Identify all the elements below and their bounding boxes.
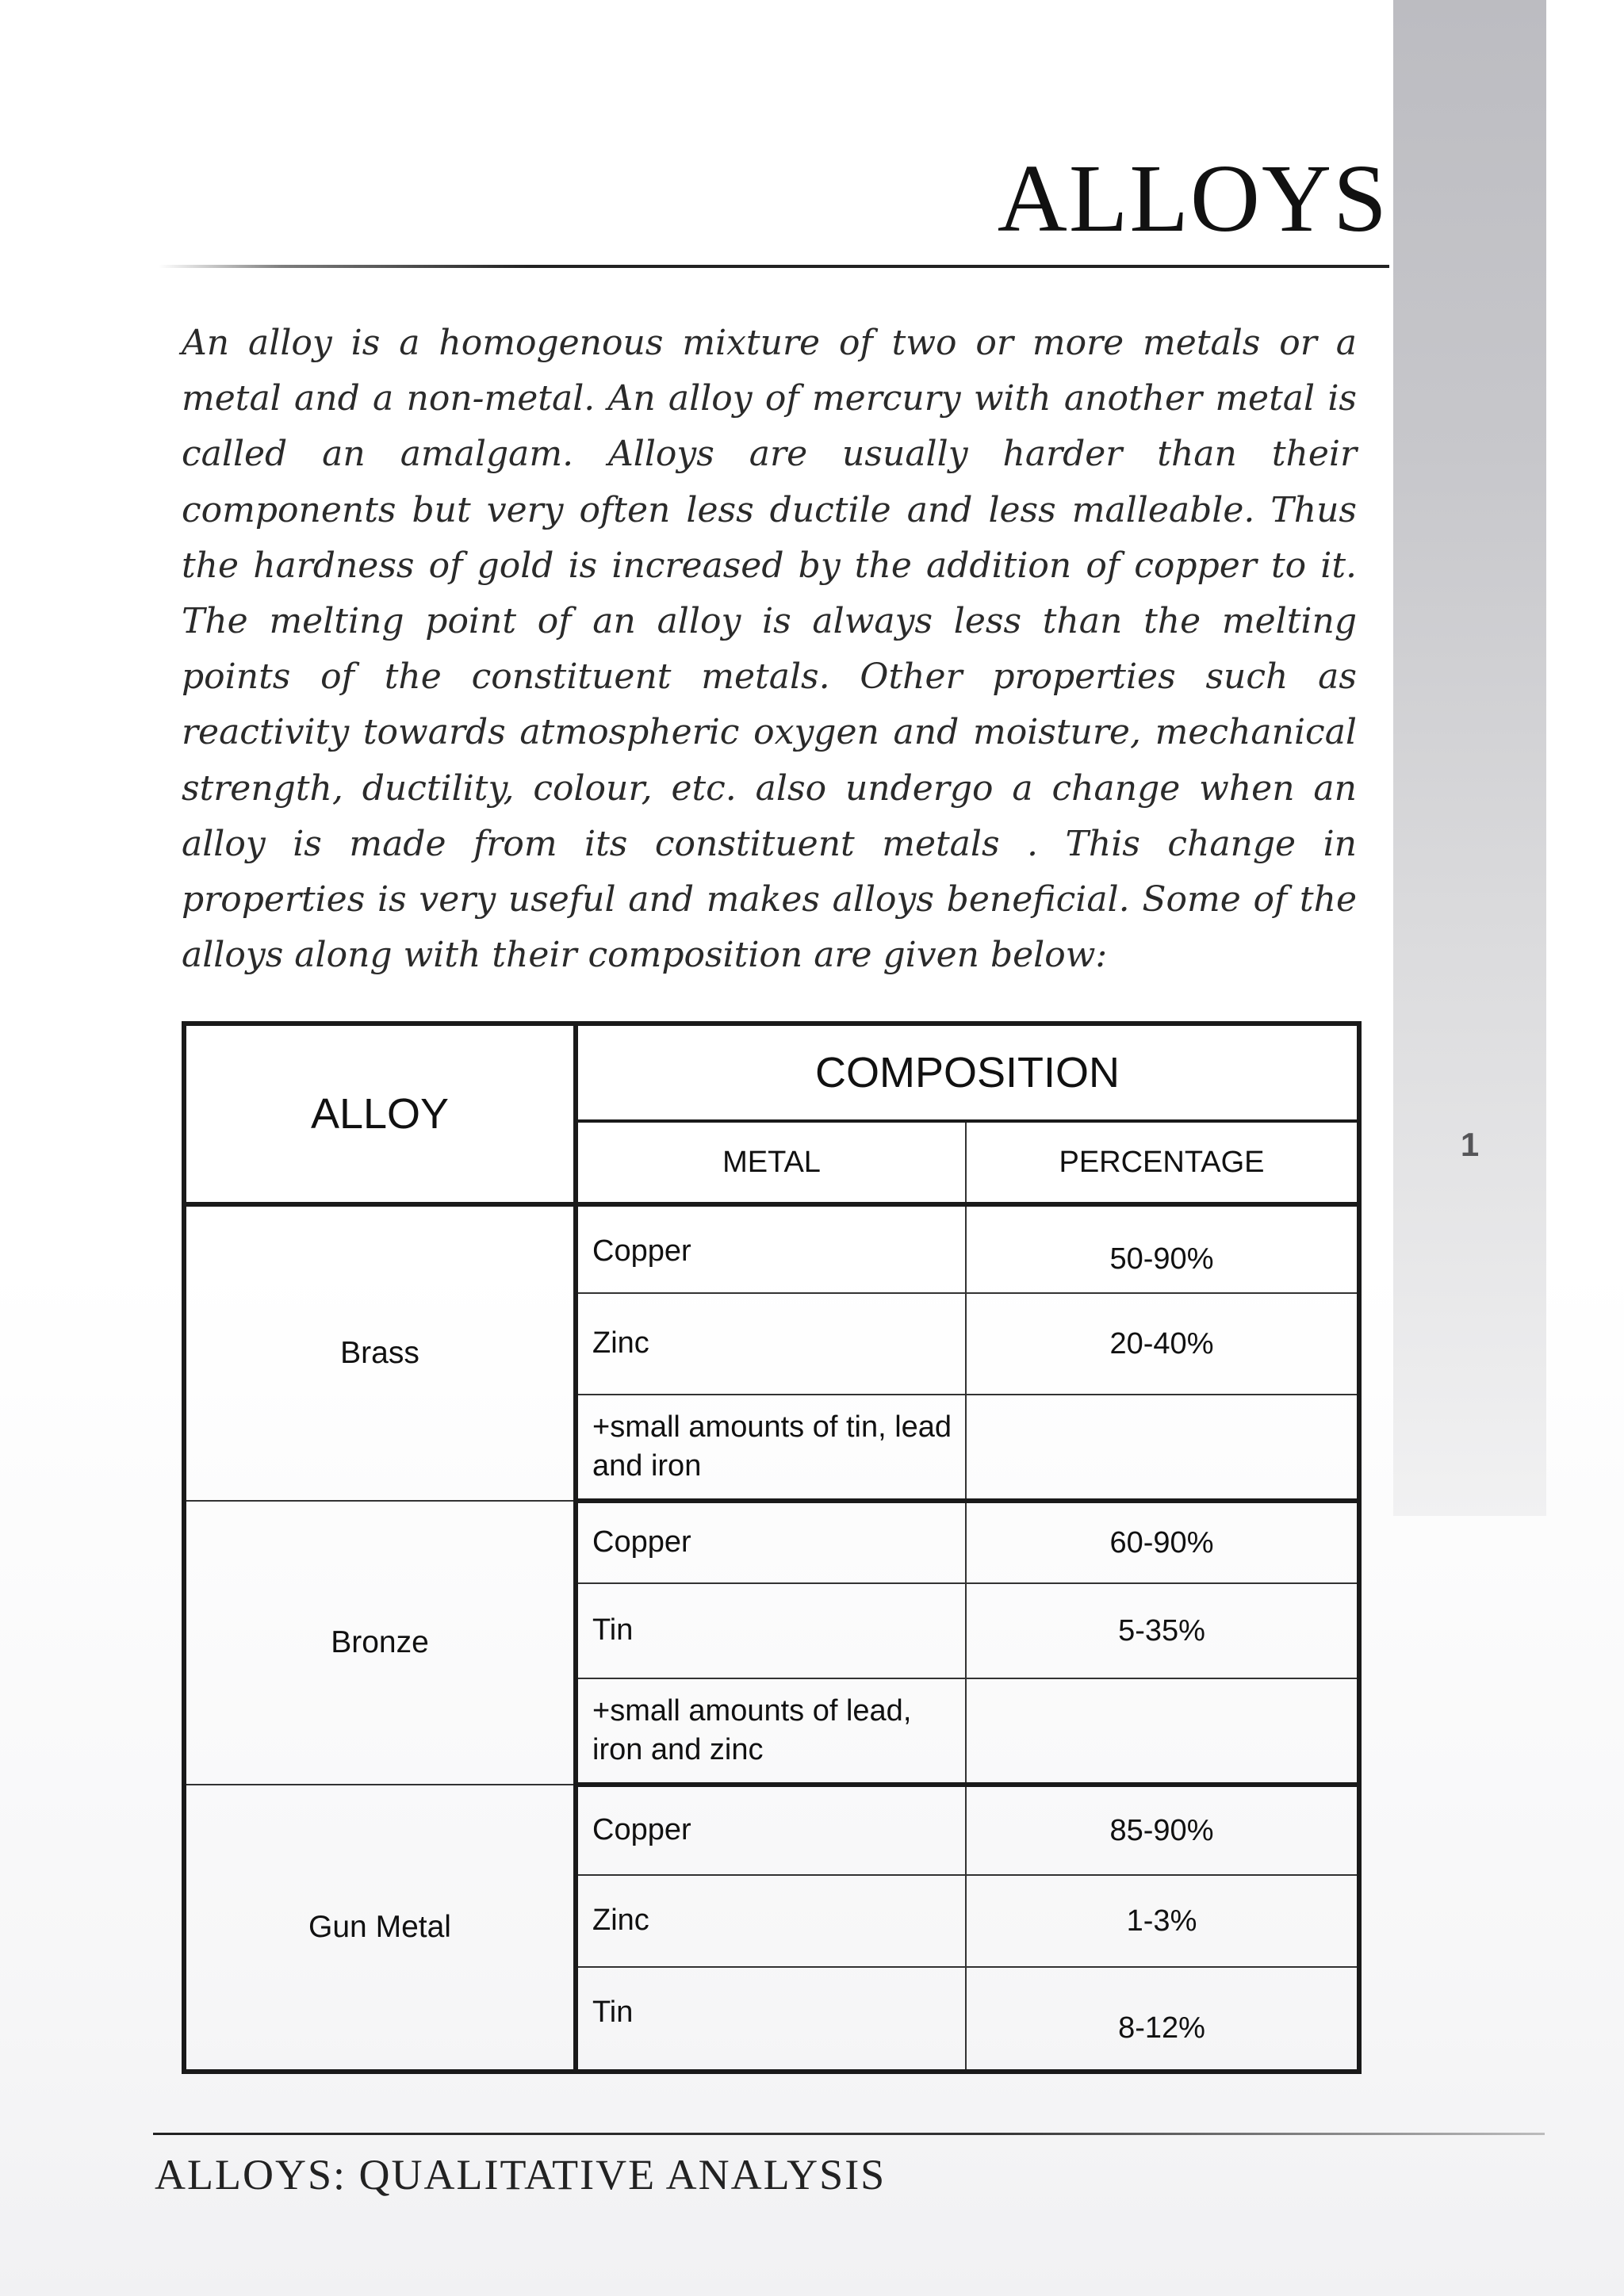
metal-cell: +small amounts of tin, lead and iron [576,1395,966,1501]
percentage-cell: 50-90% [966,1204,1359,1293]
alloy-composition-table [182,1021,1362,2074]
footer-divider [153,2133,1545,2135]
percentage-cell: 5-35% [966,1583,1359,1678]
metal-cell: Zinc [576,1875,966,1967]
alloy-name-gun-metal: Gun Metal [184,1785,576,2072]
header-percentage: PERCENTAGE [966,1121,1359,1204]
percentage-cell: 60-90% [966,1501,1359,1583]
title-divider [159,265,1389,268]
header-composition: COMPOSITION [576,1024,1359,1121]
metal-cell: Tin [576,1583,966,1678]
metal-cell: +small amounts of lead, iron and zinc [576,1678,966,1785]
metal-cell: Copper [576,1204,966,1293]
page-title: ALLOYS [997,145,1388,252]
page-number: 1 [1460,1126,1480,1163]
intro-paragraph: An alloy is a homogenous mixture of two or more metals or a metal and a non-metal. An alloy of mercury with another metal is called an amalgam. Alloys are usually harder than their components but very often less ductile and less malleable. Thus the hardness of gold is increased by the addition of copper to it. The melting point of an alloy is always less than the melting points of the constituent metals. Other properties such as reactivity towards atmospheric oxygen and moisture, mechanical strength, ductility, colour, etc. also undergo a change when an alloy is made from its constituent metals . This change in properties is very useful and makes alloys beneficial. Some of the alloys along with their composition are given below: [182,323,1357,976]
table-row [184,1204,1359,1293]
percentage-cell [966,1395,1359,1501]
header-alloy: ALLOY [184,1024,576,1204]
percentage-cell: 20-40% [966,1293,1359,1395]
table-row [184,1501,1359,1583]
table-row [184,1785,1359,1875]
percentage-cell [966,1678,1359,1785]
alloy-name-brass: Brass [184,1204,576,1501]
footer-title: ALLOYS: QUALITATIVE ANALYSIS [155,2151,887,2198]
metal-cell: Copper [576,1501,966,1583]
metal-cell: Zinc [576,1293,966,1395]
percentage-cell: 1-3% [966,1875,1359,1967]
percentage-cell: 85-90% [966,1785,1359,1875]
percentage-cell: 8-12% [966,1967,1359,2072]
side-band [1393,0,1546,1516]
metal-cell: Tin [576,1967,966,2072]
header-metal: METAL [576,1121,966,1204]
metal-cell: Copper [576,1785,966,1875]
alloy-name-bronze: Bronze [184,1501,576,1785]
